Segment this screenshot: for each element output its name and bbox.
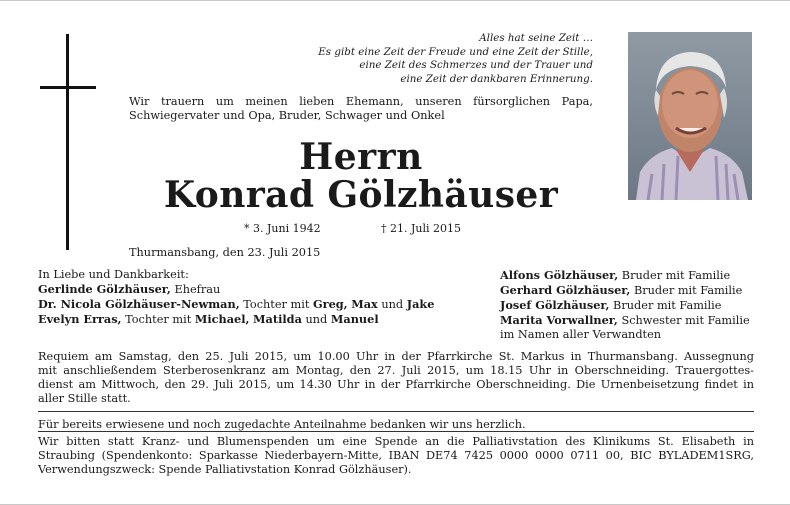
poem-line: Alles hat seine Zeit … [479,32,593,44]
deceased-name: Konrad Gölzhäuser [163,174,559,216]
mourner-row [500,283,750,298]
child-name: Manuel [330,312,379,326]
mourner-relation: Tochter mit [121,313,195,326]
requiem-line: Requiem am Samstag, den 25. Juli 2015, um 10.00 Uhr in der Pfarrkirche St. Markus in Thurmansbang. Aussegnung [38,350,754,363]
poem [153,32,593,86]
mourner-row [38,312,434,327]
mourner-name: Alfons Gölzhäuser, [500,268,619,282]
death-date: † 21. Juli 2015 [381,222,462,235]
mourner-relation: Ehefrau [170,283,221,296]
mourners-heading: In Liebe und Dankbarkeit: [38,268,189,281]
mourner-row [500,313,750,328]
mourner-relation: Bruder mit Familie [630,284,743,297]
mourner-name: Marita Vorwallner, [500,313,618,327]
mourner-relation: Bruder mit Familie [609,299,722,312]
mourner-row [38,297,434,312]
donation-line: Wir bitten statt Kranz- und Blumenspenden um eine Spende an die Palliativstation des Klinikums St. Elisabeth in [38,435,754,448]
mourner-name: Dr. Nicola Gölzhäuser-Newman, [38,297,240,311]
mourner-row: im Namen aller Verwandten [500,328,662,341]
cross-icon-bar [40,86,96,89]
child-name: Matilda [253,312,302,326]
mourner-name: Gerlinde Gölzhäuser, [38,282,171,296]
child-name: Max [351,297,378,311]
mourner-relation: Schwester mit Familie [617,314,750,327]
mourners-left [38,268,434,327]
requiem-line: aller Stille statt. [38,392,131,405]
child-name: Michael, [194,312,250,326]
child-name: Greg, [312,297,348,311]
divider [38,411,754,412]
mourner-name: Josef Gölzhäuser, [500,298,610,312]
mourner-name: Evelyn Erras, [38,312,122,326]
thanks-text: Für bereits erwiesene und noch zugedachte Anteilnahme bedanken wir uns herzlich. [38,418,526,431]
mourner-name: Gerhard Gölzhäuser, [500,283,631,297]
donation-line: Verwendungszweck: Spende Palliativstation Konrad Gölzhäuser). [38,463,412,476]
mourner-relation: Tochter mit [239,298,313,311]
mourner-row [500,268,750,283]
intro-line-2: Schwiegervater und Opa, Bruder, Schwager und Onkel [129,109,445,122]
place-date: Thurmansbang, den 23. Juli 2015 [129,246,321,259]
salutation: Herrn [299,136,423,178]
requiem-line: mit anschließendem Sterberosenkranz am Montag, den 27. Juli 2015, um 18.15 Uhr in Oberschneiding. Trauergottes- [38,364,754,377]
intro-text [129,95,593,123]
divider [38,431,754,432]
mourner-relation: Bruder mit Familie [618,269,731,282]
conjunction: und [377,298,407,311]
poem-line: eine Zeit des Schmerzes und der Trauer und [359,59,593,72]
intro-line-1: Wir trauern um meinen lieben Ehemann, unseren fürsorglichen Papa, [129,95,593,108]
mourner-row [38,282,434,297]
requiem-paragraph [38,350,754,406]
mourner-row [500,298,750,313]
poem-line: Es gibt eine Zeit der Freude und eine Zeit der Stille, [318,45,593,58]
mourners-right [500,268,750,342]
portrait-photo [628,32,752,200]
conjunction: und [301,313,331,326]
child-name: Jake [406,297,435,311]
birth-date: * 3. Juni 1942 [244,222,321,235]
donation-paragraph [38,435,754,477]
cross-icon [66,34,69,250]
poem-line: eine Zeit der dankbaren Erinnerung. [400,72,593,85]
requiem-line: dienst am Mittwoch, den 29. Juli 2015, um 14.30 Uhr in der Pfarrkirche Oberschneiding. Die Urnenbeisetzung findet in [38,378,754,391]
donation-line: Straubing (Spendenkonto: Sparkasse Niederbayern-Mitte, IBAN DE74 7425 0000 0000 0711 00, BIC BYLADEM1SRG, [38,449,754,462]
